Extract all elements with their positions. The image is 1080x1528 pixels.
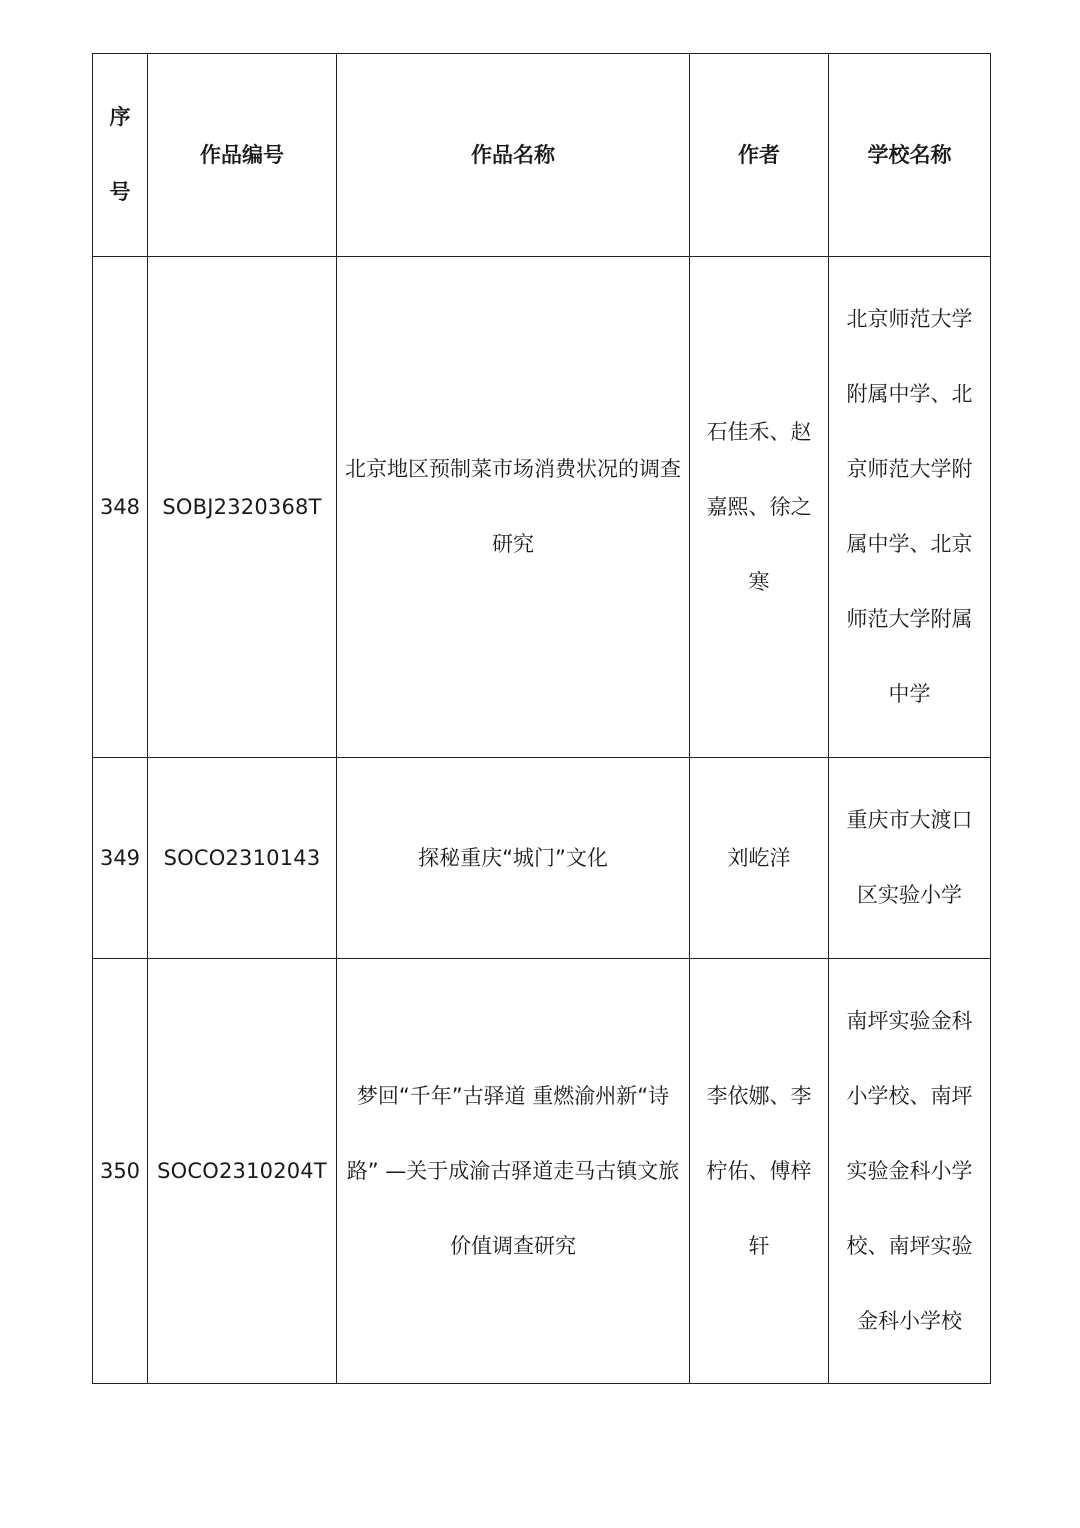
- header-row: [93, 54, 991, 257]
- row-school-text: 北京师范大学附属中学、北京师范大学附属中学、北京师范大学附属中学: [846, 307, 973, 706]
- table-row: [93, 758, 991, 959]
- header-school: 学校名称: [829, 54, 991, 257]
- row-code-text: SOCO2310143: [163, 845, 321, 870]
- header-seq: [93, 54, 148, 257]
- row-code: [148, 758, 337, 959]
- row-seq-text: 349: [99, 845, 141, 870]
- row-school: [829, 257, 991, 758]
- header-seq-line1: 序: [109, 105, 131, 129]
- row-school: [829, 959, 991, 1384]
- header-seq-line2: 号: [109, 180, 131, 204]
- header-author: 作者: [690, 54, 829, 257]
- table-row: [93, 257, 991, 758]
- row-seq: [93, 758, 148, 959]
- awards-table: [92, 53, 991, 1384]
- row-school: [829, 758, 991, 959]
- header-title: 作品名称: [337, 54, 690, 257]
- row-school-text: 重庆市大渡口区实验小学: [846, 808, 973, 907]
- row-title-text: 北京地区预制菜市场消费状况的调查研究: [345, 457, 681, 556]
- row-code-text: SOBJ2320368T: [162, 494, 322, 519]
- row-title: [337, 758, 690, 959]
- row-author-text: 李依娜、李柠佑、傅梓轩: [706, 1083, 812, 1258]
- row-title-text: 探秘重庆“城门”文化: [418, 845, 608, 870]
- row-author: [690, 257, 829, 758]
- row-author: [690, 959, 829, 1384]
- row-author-text: 刘屹洋: [727, 845, 791, 870]
- row-seq: [93, 257, 148, 758]
- row-seq: [93, 959, 148, 1384]
- row-title: [337, 257, 690, 758]
- table-row: [93, 959, 991, 1384]
- header-code: 作品编号: [148, 54, 337, 257]
- row-title-text: 梦回“千年”古驿道 重燃渝州新“诗路” —关于成渝古驿道走马古镇文旅价值调查研究: [346, 1083, 680, 1258]
- row-seq-text: 348: [99, 494, 141, 519]
- row-title: [337, 959, 690, 1384]
- row-author-text: 石佳禾、赵嘉熙、徐之寒: [706, 419, 812, 594]
- row-seq-text: 350: [99, 1158, 141, 1183]
- row-code: [148, 257, 337, 758]
- row-code: [148, 959, 337, 1384]
- row-code-text: SOCO2310204T: [157, 1158, 327, 1183]
- row-school-text: 南坪实验金科小学校、南坪实验金科小学校、南坪实验金科小学校: [846, 1008, 973, 1333]
- row-author: [690, 758, 829, 959]
